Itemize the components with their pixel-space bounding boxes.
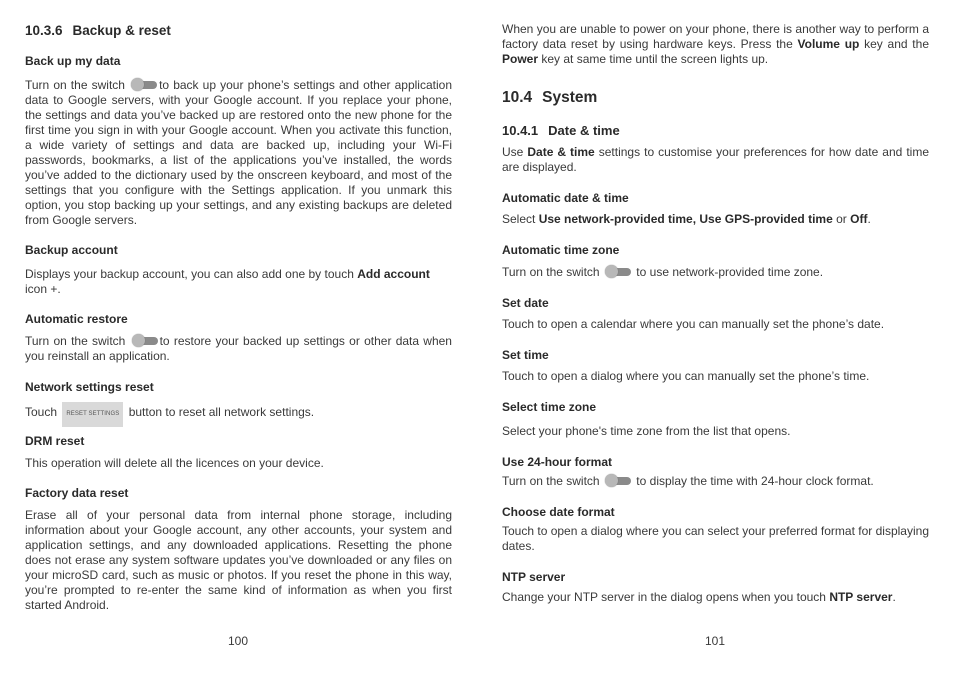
toggle-switch-icon (131, 78, 157, 91)
heading-network-settings-reset: Network settings reset (25, 380, 154, 394)
heading-use-24-hour-format: Use 24-hour format (502, 455, 613, 469)
heading-set-time: Set time (502, 348, 549, 362)
paragraph-hardware-keys-reset: When you are unable to power on your phone, there is another way to perform a factory data reset by using hardware keys. Press the Volume up key and the Power key at same time until the screen lights up. (502, 22, 929, 66)
section-heading-backup-reset: 10.3.6 Backup & reset (25, 23, 171, 38)
heading-back-up-my-data: Back up my data (25, 54, 121, 68)
paragraph-date-time-intro: Use Date & time settings to customise your preferences for how date and time are displayed. (502, 145, 929, 174)
paragraph-set-date: Touch to open a calendar where you can manually set the phone’s date. (502, 317, 885, 331)
heading-automatic-date-time: Automatic date & time (502, 191, 629, 205)
paragraph-use-24-hour-format: Turn on the switch to display the time with 24-hour clock format. (502, 474, 874, 488)
paragraph-set-time: Touch to open a dialog where you can manually set the phone’s time. (502, 369, 870, 383)
toggle-switch-icon (605, 265, 631, 278)
reset-settings-button: RESET SETTINGS (62, 402, 123, 427)
heading-automatic-time-zone: Automatic time zone (502, 243, 620, 257)
subsection-heading-date-time: 10.4.1 Date & time (502, 123, 620, 138)
paragraph-back-up-my-data: Turn on the switch to back up your phone’s settings and other application data to Google servers, with your Google account. If you replace your phone, the settings and data you’ve backed up are restored onto the new phone for the first time you sign in with your Google account. When you activate this function, a wide variety of settings and data are backed up, including your Wi-Fi passwords, bookmarks, a list of the applications you’ve installed, the words you’ve added to the dictionary used by the onscreen keyboard, and most of the settings that you configure with the Settings application. If you unmark this option, you stop backing up your settings, and any existing backups are deleted from Google servers. (25, 78, 452, 227)
paragraph-automatic-date-time: Select Use network-provided time, Use GPS-provided time or Off. (502, 212, 871, 226)
paragraph-automatic-restore: Turn on the switch to restore your backed up settings or other data when you reinstall an application. (25, 334, 452, 363)
heading-drm-reset: DRM reset (25, 434, 85, 448)
paragraph-backup-account: Displays your backup account, you can also add one by touch Add account icon +. (25, 267, 430, 296)
paragraph-select-time-zone: Select your phone's time zone from the list that opens. (502, 424, 791, 438)
heading-backup-account: Backup account (25, 243, 118, 257)
paragraph-factory-data-reset: Erase all of your personal data from internal phone storage, including information about your Google account, any other accounts, your system and application settings, and any downloaded applications. Resetting the phone does not erase any system software updates you’ve downloaded or any files on your microSD card, such as music or photos. If you reset the phone in this way, you’re prompted to re-enter the same kind of information as when you first started Android. (25, 508, 452, 612)
paragraph-ntp-server: Change your NTP server in the dialog opens when you touch NTP server. (502, 590, 896, 604)
page-number-left: 100 (228, 634, 249, 648)
paragraph-choose-date-format: Touch to open a dialog where you can select your preferred format for displaying dates. (502, 524, 929, 553)
paragraph-network-settings-reset: Touch RESET SETTINGS button to reset all network settings. (25, 402, 452, 427)
page-number-right: 101 (705, 634, 726, 648)
heading-factory-data-reset: Factory data reset (25, 486, 129, 500)
heading-ntp-server: NTP server (502, 570, 566, 584)
heading-automatic-restore: Automatic restore (25, 312, 128, 326)
toggle-switch-icon (132, 334, 158, 347)
heading-set-date: Set date (502, 296, 549, 310)
section-heading-system: 10.4 System (502, 89, 598, 106)
paragraph-automatic-time-zone: Turn on the switch to use network-provided time zone. (502, 265, 824, 279)
heading-choose-date-format: Choose date format (502, 505, 615, 519)
heading-select-time-zone: Select time zone (502, 400, 597, 414)
toggle-switch-icon (605, 474, 631, 487)
paragraph-drm-reset: This operation will delete all the licences on your device. (25, 456, 324, 470)
